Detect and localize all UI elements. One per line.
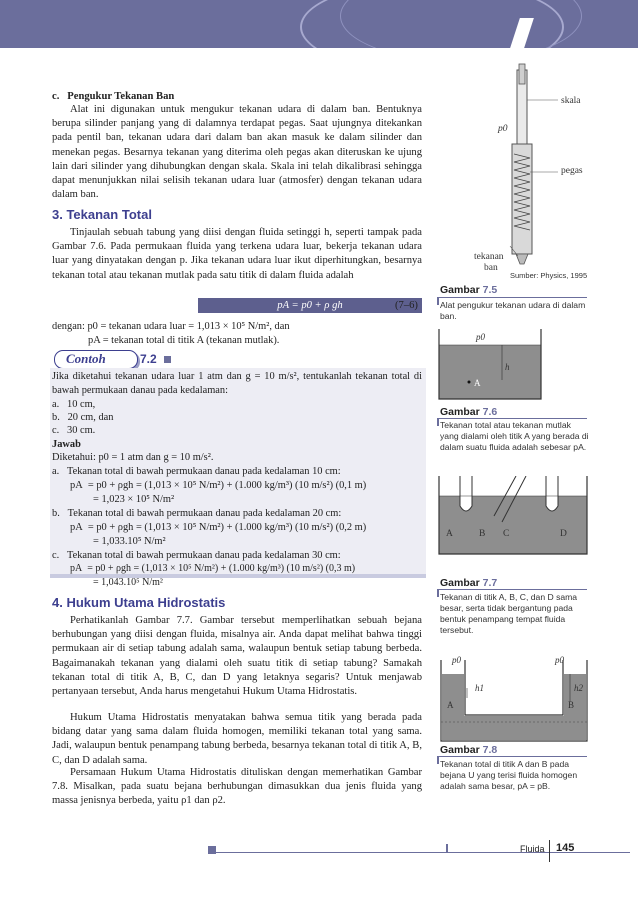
contoh-question: Jika diketahui tekanan udara luar 1 atm dan g = 10 m/s², tentukanlah tekanan total di bawah permukaan danau pada kedalaman: <box>52 371 422 396</box>
contoh-label: Contoh <box>66 351 106 366</box>
figure-title-word: Gambar <box>440 744 480 756</box>
fig78-label-h2: h2 <box>574 683 583 693</box>
contoh-square-icon <box>164 356 171 363</box>
tube-space <box>474 477 492 496</box>
tube-space <box>439 477 459 496</box>
section-c-title: c. Pengukur Tekanan Ban <box>52 91 175 102</box>
contoh-diketahui: Diketahui: p0 = 1 atm dan g = 10 m/s². <box>52 452 214 463</box>
figure-7-5-caption: Alat pengukur tekanan udara di dalam ban. <box>440 300 586 321</box>
figure-number: 7.8 <box>482 744 498 756</box>
section-4-paragraph-1: Perhatikanlah Gambar 7.7. Gambar tersebut memperlihatkan sebuah bejana berhubungan yang diisi dengan fluida, misalnya air. Anda dapat melihat bahwa tinggi permukaan air di setiap tabung adalah sama, walaupun bentuk setiap tabung berbeda. Bagaimanakah tekanan yang dialami oleh suatu titik di setiap tabung? Samakah tekanan total di titik A, B, C, dan D yang letaknya segaris? Untuk menjawab pertanyaan tersebut, Anda harus mengetahui Hukum Utama Hidrostatis. <box>52 615 422 698</box>
formula-7-6: pA = p0 + ρ gh <box>198 298 422 313</box>
fig77-label-d: D <box>560 529 567 539</box>
figure-7-6-container <box>438 328 542 400</box>
figure-7-8-u-tube <box>440 660 588 742</box>
label-skala: skala <box>561 96 581 106</box>
gauge-body <box>512 144 532 254</box>
figure-7-6-title <box>440 406 497 418</box>
fig78-label-p0-right: p0 <box>555 655 564 665</box>
section-4-paragraph-3: Persamaan Hukum Utama Hidrostatis dituliskan dengan memerhatikan Gambar 7.8. Misalkan, pada suatu bejana berhubungan dimasukkan dua jenis fluida yang massa jenisnya berbeda, yaitu ρ1 dan ρ2. <box>52 767 422 807</box>
figure-number: 7.7 <box>482 577 498 589</box>
formula-where-1: dengan: p0 = tekanan udara luar = 1,013 × 10⁵ N/m², dan <box>52 321 290 332</box>
answer-line: pA = p0 + ρgh = (1,013 × 10⁵ N/m²) + (1.000 kg/m³) (10 m/s²) (0,2 m) <box>70 522 367 533</box>
label-ban: ban <box>484 263 498 273</box>
section-4-paragraph-2: Hukum Utama Hidrostatis menyatakan bahwa semua titik yang berada pada bidang datar yang sama dalam fluida homogen, memiliki tekanan total yang sama. Jadi, walaupun bentuk penampang tabung berbeda, besarnya tekanan total di titik A, B, C, dan D adalah sama. <box>52 712 422 766</box>
header-decoration-2 <box>340 0 582 48</box>
fig77-label-a: A <box>446 529 453 539</box>
figure-source: Sumber: Physics, 1995 <box>510 271 588 280</box>
answer-line: b. Tekanan total di bawah permukaan danau pada kedalaman 20 cm: <box>52 508 342 519</box>
point-a <box>468 381 471 384</box>
contoh-number: 7.2 <box>140 352 157 366</box>
footer-tick <box>446 844 458 852</box>
contoh-option-b: b. 20 cm, dan <box>52 412 114 423</box>
fig76-label-a: A <box>474 378 481 388</box>
fig76-label-h: h <box>505 362 510 372</box>
answer-line: pA = p0 + ρgh = (1,013 × 10⁵ N/m²) + (1.000 kg/m³) (10 m/s²) (0,1 m) <box>70 480 367 491</box>
header-band <box>0 0 638 48</box>
caption-rule <box>437 589 587 590</box>
figure-7-8-caption: Tekanan total di titik A dan B pada bejana U yang terisi fluida homogen adalah sama besar, pA = pB. <box>440 759 578 791</box>
formula-number: (7–6) <box>395 300 418 311</box>
answer-line: a. Tekanan total di bawah permukaan danau pada kedalaman 10 cm: <box>52 466 341 477</box>
fig77-label-c: C <box>503 529 510 539</box>
caption-rule <box>437 418 587 419</box>
fluid <box>439 345 541 399</box>
fig78-label-h1: h1 <box>475 683 484 693</box>
fig78-label-b: B <box>568 700 575 710</box>
caption-tick <box>437 756 439 764</box>
label-tekanan: tekanan <box>474 252 504 262</box>
fig78-label-a: A <box>447 700 454 710</box>
caption-tick <box>437 589 439 597</box>
answer-line: = 1,033.10⁵ N/m² <box>93 536 166 547</box>
figure-title-word: Gambar <box>440 406 480 418</box>
caption-rule <box>437 297 587 298</box>
tube-wall <box>546 476 558 511</box>
label-p0: p0 <box>498 124 508 134</box>
gauge-scale-rod <box>519 64 525 84</box>
caption-rule <box>437 756 587 757</box>
figure-7-5-title <box>440 284 497 296</box>
contoh-jawab: Jawab <box>52 439 81 450</box>
section-4-heading: 4. Hukum Utama Hidrostatis <box>52 595 226 610</box>
tube-wall <box>460 476 472 511</box>
fig77-label-b: B <box>479 529 486 539</box>
fig78-label-p0-left: p0 <box>452 655 461 665</box>
figure-title-word: Gambar <box>440 577 480 589</box>
label-pegas: pegas <box>561 166 583 176</box>
fluid <box>442 674 586 740</box>
contoh-option-a: a. 10 cm, <box>52 399 96 410</box>
figure-7-6-caption: Tekanan total atau tekanan mutlak yang dialami oleh titik A yang berada di dalam suatu fluida adalah sebesar pA. <box>440 420 589 452</box>
fig76-label-p0: p0 <box>476 332 485 342</box>
section-3-paragraph: Tinjaulah sebuah tabung yang diisi dengan fluida setinggi h, seperti tampak pada Gambar 7.6. Pada permukaan fluida yang terkena udara luar, bekerja tekanan udara luar yang dinyatakan dengan p. Jika tekanan udara luar ikut diperhitungkan, besarnya tekanan total atau tekanan mutlak pada satu titik di dalam fluida adalah <box>52 227 422 281</box>
figure-7-7-vessel <box>438 476 588 556</box>
caption-tick <box>437 418 439 426</box>
figure-7-7-caption: Tekanan di titik A, B, C, dan D sama besar, serta tidak bergantung pada bentuk penampang tempat fluida tersebut. <box>440 592 578 635</box>
footer-chapter-label: Fluida <box>520 844 545 854</box>
answer-line: pA = p0 + ρgh = (1,013 × 10⁵ N/m²) + (1.000 kg/m³) (10 m/s²) (0,3 m) <box>70 563 356 574</box>
caption-tick <box>437 297 439 305</box>
figure-number: 7.5 <box>482 284 498 296</box>
formula-where-2: pA = tekanan total di titik A (tekanan mutlak). <box>88 335 280 346</box>
footer-separator <box>549 840 550 862</box>
answer-line: = 1,043.10⁵ N/m² <box>93 577 163 588</box>
answer-line: c. Tekanan total di bawah permukaan danau pada kedalaman 30 cm: <box>52 550 341 561</box>
page-number: 145 <box>556 842 575 854</box>
section-3-heading: 3. Tekanan Total <box>52 207 152 222</box>
figure-7-8-title <box>440 744 497 756</box>
answer-line: = 1,023 × 10⁵ N/m² <box>93 494 175 505</box>
figure-7-7-title <box>440 577 497 589</box>
contoh-option-c: c. 30 cm. <box>52 425 96 436</box>
figure-title-word: Gambar <box>440 284 480 296</box>
tube-space <box>523 477 545 496</box>
figure-number: 7.6 <box>482 406 498 418</box>
section-c-paragraph: Alat ini digunakan untuk mengukur tekanan udara di dalam ban. Bentuknya berupa silinder panjang yang di dalamnya terdapat pegas. Saat ujungnya ditekankan pada pentil ban, tekanan udara dari dalam ban akan masuk ke dalam silinder dan menekan pegas. Besarnya tekanan yang diterima oleh pegas akan diteruskan ke ujung lain dari silinder yang dihubungkan dengan skala. Skala ini telah dikalibrasi sehingga dapat menunjukkan nilai selisih tekanan udara luar (atmosfer) dengan tekanan udara dalam ban. <box>52 104 422 201</box>
